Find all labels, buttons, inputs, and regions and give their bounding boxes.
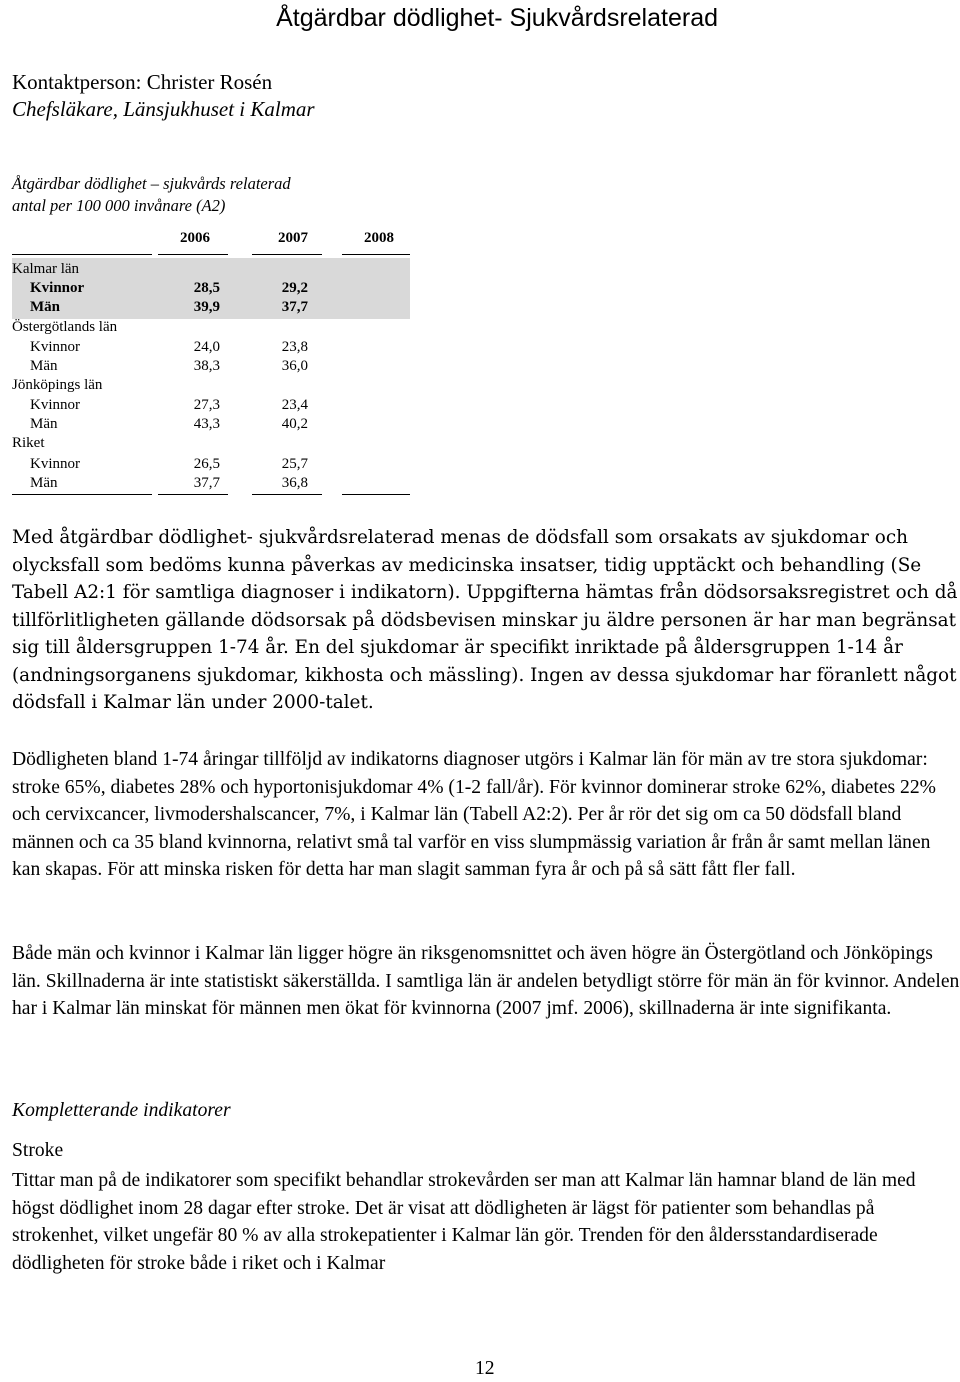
table-caption [12,173,432,217]
subheading-stroke: Stroke [12,1140,64,1161]
value-2007: 37,7 [281,299,308,315]
value-2007: 23,4 [281,397,308,413]
row-label: Kvinnor [30,280,85,296]
value-2006: 28,5 [193,280,220,296]
paragraph-comparison: Både män och kvinnor i Kalmar län ligger högre än riksgenomsnittet och även högre än Östergötland och Jönköpings län. Skillnaderna är inte statistiskt säkerställda. I samtliga län är andelen betydligt större för män än för kvinnor. Andelen har i Kalmar län minskat för männen men ökat för kvinnorna (2007 jmf. 2006), skillnaderna är inte signifikanta. [12,943,960,1019]
paragraph-stroke: Tittar man på de indikatorer som specifikt behandlar strokevården ser man att Kalmar län hamnar bland de län med högst dödlighet inom 28 dagar efter stroke. Det är visat att dödligheten är lägst för patienter som behandlas på strokenhet, vilket ungefär 80 % av alla strokepatienter i Kalmar län gör. Trenden för den åldersstandardiserade dödligheten för stroke både i riket och i Kalmar [12,1170,916,1274]
value-2006: 38,3 [193,358,220,374]
row-label: Kvinnor [30,397,80,413]
paragraph-definition: Med åtgärdbar dödlighet- sjukvårdsrelaterad menas de dödsfall som orsakats av sjukdomar och olycksfall som bedöms kunna påverkas av medicinska insatser, tidig upptäckt och behandling (Se Tabell A2:1 för samtliga diagnoser i indikatorn). Uppgifterna hämtas från dödsorsaksregistret och då tillförlitligheten gällande dödsorsak på dödsbevisen minskar ju äldre personen är har man begränsat sig till åldersgruppen 1-74 år. En del sjukdomar är specifikt inriktade på åldersgruppen 1-14 år (andningsorganens sjukdomar, kikhosta och mässling). Ingen av dessa sjukdomar har föranlett något dödsfall i Kalmar län under 2000-talet. [12,527,958,713]
value-2007: 40,2 [281,416,308,432]
row-label: Män [30,299,60,315]
value-2007: 23,8 [281,339,308,355]
row-label: Kvinnor [30,456,80,472]
group-label: Kalmar län [12,261,80,277]
row-label: Män [30,475,58,491]
value-2006: 37,7 [193,475,220,491]
value-2007: 36,0 [281,358,308,374]
header-rule [158,254,228,255]
value-2006: 26,5 [193,456,220,472]
header-rule [252,254,322,255]
contact-role: Chefsläkare, Länsjukhuset i Kalmar [12,97,315,121]
group-label: Riket [12,435,45,451]
value-2007: 25,7 [281,456,308,472]
table-bottom-rule [342,494,410,495]
row-label: Män [30,358,58,374]
value-2006: 39,9 [193,299,220,315]
table-bottom-rule [12,494,152,495]
group-label: Östergötlands län [12,319,118,335]
table-caption-line-1: Åtgärdbar dödlighet – sjukvårds relaterad [12,174,291,193]
value-2007: 36,8 [281,475,308,491]
row-label: Män [30,416,58,432]
paragraph-mortality-breakdown: Dödligheten bland 1-74 åringar tillföljd av indikatorns diagnoser utgörs i Kalmar län för män av tre stora sjukdomar: stroke 65%, diabetes 28% och hyportonisjukdomar 4% (1-2 fall/år). För kvinnor dominerar stroke 62%, diabetes 22% och cervixcancer, livmodershalscancer, 7%, i Kalmar län (Tabell A2:2). Per år rör det sig om ca 50 dödsfall bland männen och ca 35 bland kvinnorna, relativt små tal varför en viss slumpmässig variation år från år samt mellan länen kan skapas. För att minska risken för detta har man slagit samman fyra år och på så sätt fått fler fall. [12,749,936,880]
page-number: 12 [475,1358,495,1379]
value-2006: 24,0 [193,339,220,355]
row-label: Kvinnor [30,339,80,355]
value-2007: 29,2 [281,280,308,296]
table-bottom-rule [252,494,322,495]
table-bottom-rule [158,494,228,495]
table-caption-line-2: antal per 100 000 invånare (A2) [12,196,226,215]
year-header-2007: 2007 [278,230,308,246]
contact-person: Kontaktperson: Christer Rosén [12,70,273,94]
page-header-title: Åtgärdbar dödlighet- Sjukvårdsrelaterad [276,4,718,32]
year-header-2006: 2006 [180,230,210,246]
header-rule [342,254,410,255]
value-2006: 43,3 [193,416,220,432]
group-label: Jönköpings län [12,377,103,393]
section-heading: Kompletterande indikatorer [12,1100,231,1121]
header-rule [12,254,152,255]
year-header-2008: 2008 [364,230,394,246]
value-2006: 27,3 [193,397,220,413]
